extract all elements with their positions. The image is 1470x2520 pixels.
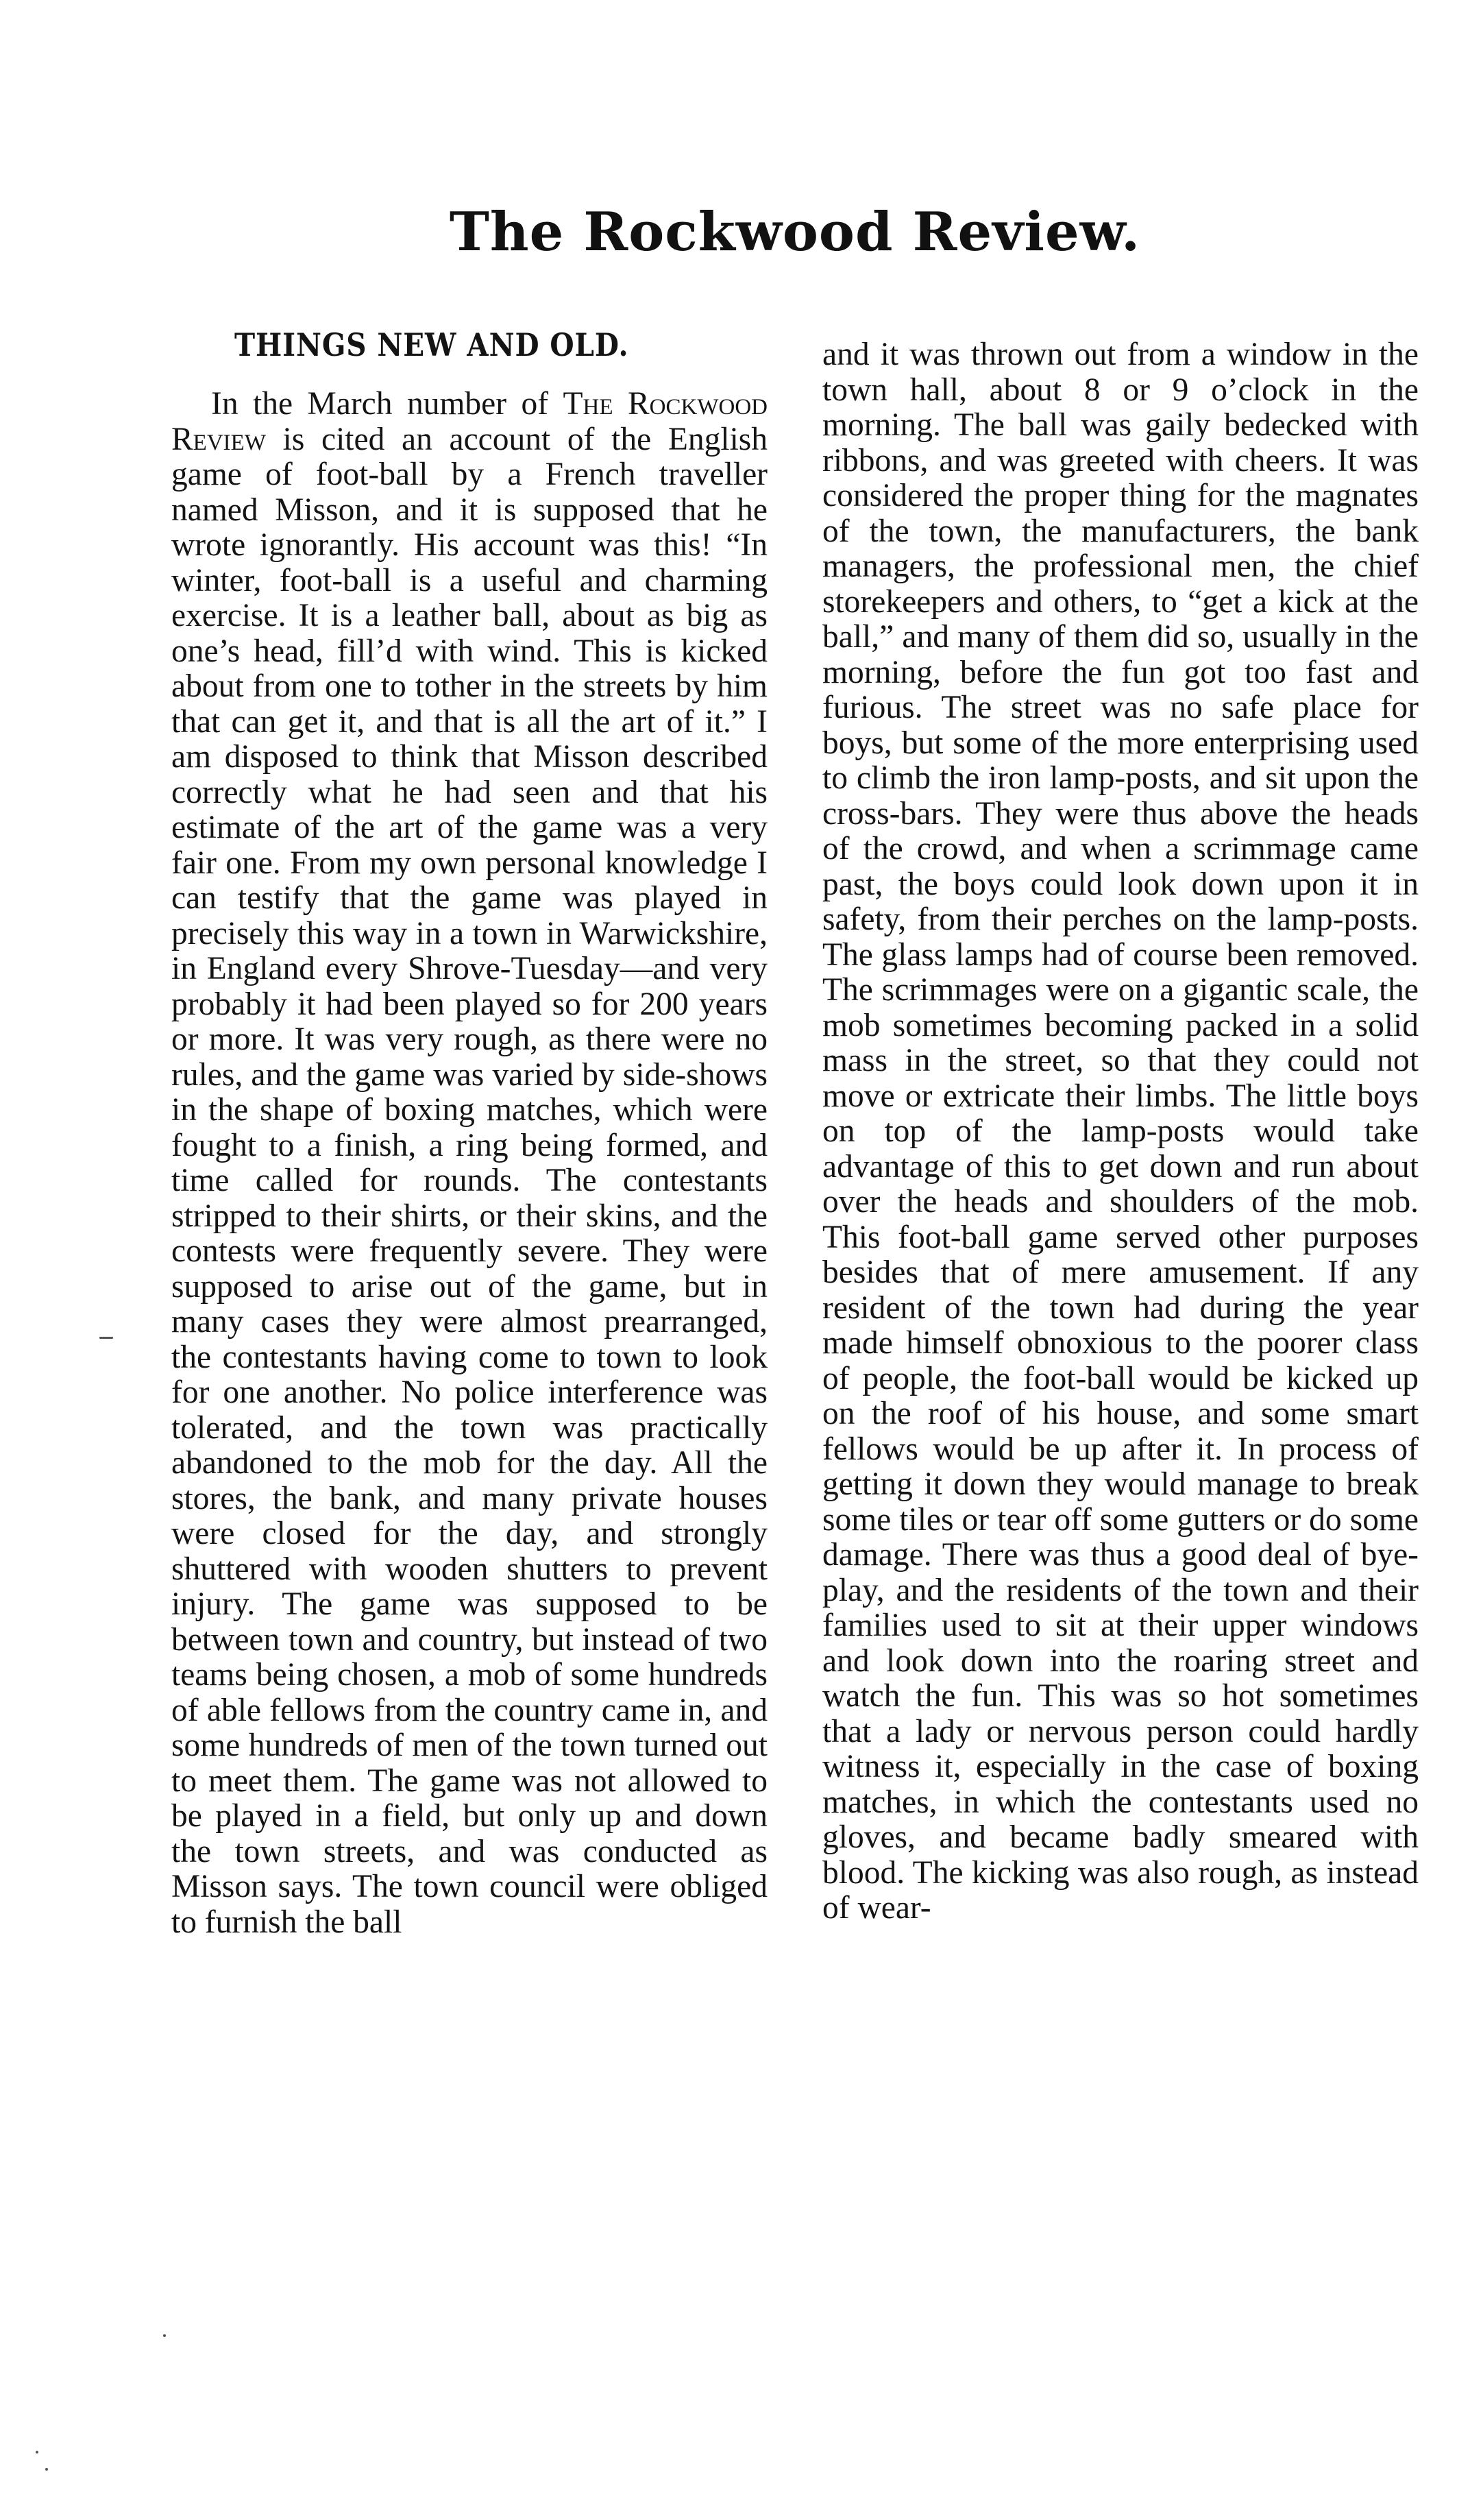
article-body-text-left: is cited an account of the English game of foot-ball by a French traveller named Misson, and it is supposed that he wrote ignorantly. His account was this! “In winter, foot-ball is a useful and charming exercise. It is a leather ball, about as big as one’s head, fill’d with wind. This is kicked about from one to tother in the streets by him that can get it, and that is all the art of it.” I am disposed to think that Misson described correctly what he had seen and that his estimate of the art of the game was a very fair one. From my own personal knowledge I can testify that the game was played in precisely this way in a town in Warwickshire, in England every Shrove-Tuesday—and very probably it had been played so for 200 years or more. It was very rough, as there were no rules, and the game was varied by side-shows in the shape of boxing matches, which were fought to a finish, a ring being formed, and time called for rounds. The contestants stripped to their shirts, or their skins, and the contests were frequently severe. They were supposed to arise out of the game, but in many cases they were almost prearranged, the contestants having come to town to look for one another. No police interference was tolerated, and the town was practically abandoned to the mob for the day. All the stores, the bank, and many private houses were closed for the day, and strongly shuttered with wooden shutters to prevent injury. The game was supposed to be between town and country, but instead of two teams being chosen, a mob of some hundreds of able fellows from the country came in, and some hundreds of men of the town turned out to meet them. The game was not allowed to be played in a field, but only up and down the town streets, and was conducted as Misson says. The town council were obliged to furnish the ball — [171, 421, 768, 1940]
print-speck — [36, 2451, 38, 2454]
article-column-right — [822, 337, 1419, 1926]
article-column-left — [171, 326, 768, 1940]
article-intro-text: In the March number of — [211, 386, 563, 422]
masthead-title: The Rockwood Review. — [449, 201, 1141, 263]
article-heading: THINGS NEW AND OLD. — [234, 326, 629, 363]
print-dash-mark — [99, 1337, 113, 1339]
article-paragraph-left — [171, 387, 768, 1940]
article-paragraph-right: and it was thrown out from a window in the town hall, about 8 or 9 o’clock in the morning. The ball was gaily bedecked with ribbons, and was greeted with cheers. It was considered the proper thing for the magnates of the town, the manufacturers, the bank managers, the professional men, the chief storekeepers and others, to “get a kick at the ball,” and many of them did so, usually in the morning, before the fun got too fast and furious. The street was no safe place for boys, but some of the more enterprising used to climb the iron lamp-posts, and sit upon the cross-bars. They were thus above the heads of the crowd, and when a scrimmage came past, the boys could look down upon it in safety, from their perches on the lamp-posts. The glass lamps had of course been removed. The scrimmages were on a gigantic scale, the mob sometimes becoming packed in a solid mass in the street, so that they could not move or extricate their limbs. The little boys on top of the lamp-posts would take advantage of this to get down and run about over the heads and shoulders of the mob. This foot-ball game served other purposes besides that of mere amusement. If any resident of the town had during the year made himself obnoxious to the poorer class of people, the foot-ball would be kicked up on the roof of his house, and some smart fellows would be up after it. In process of getting it down they would manage to break some tiles or tear off some gutters or do some damage. There was thus a good deal of bye-play, and the residents of the town and their families used to sit at their upper windows and look down into the roaring street and watch the fun. This was so hot sometimes that a lady or nervous person could hardly witness it, especially in the case of boxing matches, in which the contestants used no gloves, and became badly smeared with blood. The kicking was also rough, as instead of wear- — [822, 337, 1419, 1926]
print-speck — [163, 2334, 166, 2337]
print-speck — [45, 2468, 48, 2471]
publication-name: The Rockwood Review — [171, 386, 768, 457]
